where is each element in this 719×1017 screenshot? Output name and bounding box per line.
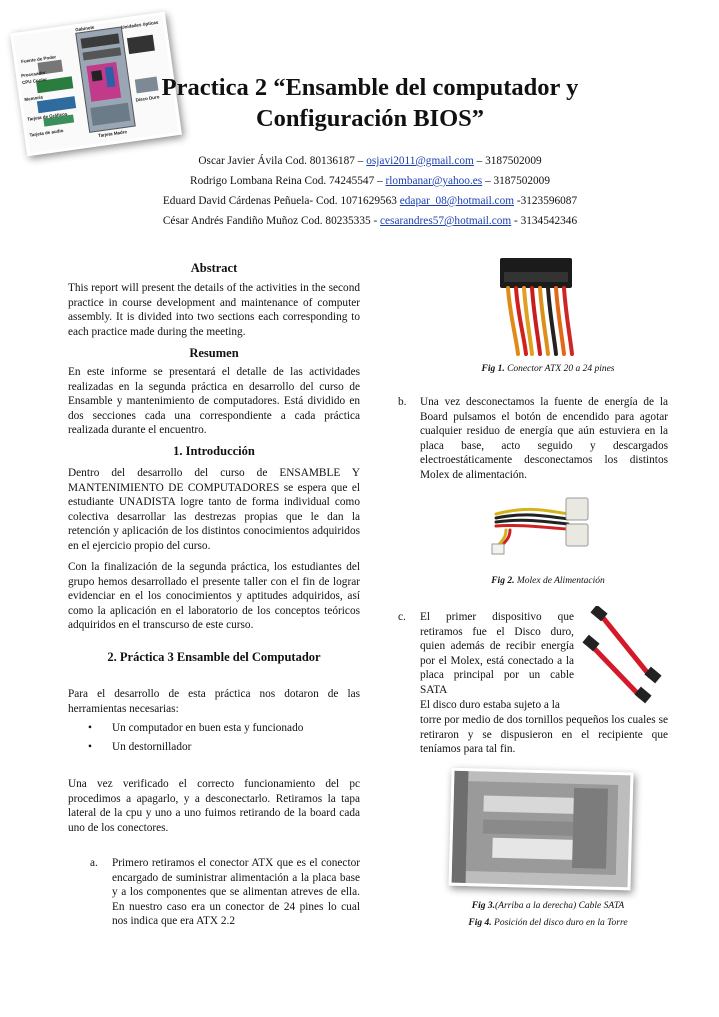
step-a: [90, 856, 360, 929]
cover-label: Unidades ópticas: [121, 19, 159, 30]
abstract-heading: Abstract: [190, 261, 238, 275]
bullet-icon: •: [88, 740, 92, 753]
cover-label: CPU Cooler: [21, 76, 48, 86]
molex-connector-illustration: [486, 484, 606, 559]
author-email-link[interactable]: rlombanar@yahoo.es: [385, 175, 483, 187]
intro-paragraph-2: Con la finalización de la segunda práctica, los estudiantes del grupo hemos desarrollado el presente taller con el fin de lograr evidenciar en el los conocimientos y aptitudes adquiridos, así como la aplicación en el laboratorio de los conceptos teóricos adquiridos en el transcurso de este curso.: [68, 561, 360, 632]
cover-label: Fuente de Poder: [20, 54, 57, 65]
cover-label: Procesador: [20, 69, 47, 79]
fig4-image: [448, 768, 633, 891]
disk-in-tower-photo: [452, 771, 631, 888]
cover-label: Tarjeta de audio: [29, 128, 64, 138]
author-email-link[interactable]: osjavi2011@gmail.com: [366, 155, 474, 167]
intro-paragraph-1: Dentro del desarrollo del curso de ENSAMBLE Y MANTENIMIENTO DE COMPUTADORES se espera que el estudiante UNADISTA logre tanto de forma individual como colectiva desarrollar las destrezas propias que le dan la retención y aplicación de los distintos conocimientos adquiridos en el ejercicio propio del curso.: [68, 467, 360, 552]
author-line: César Andrés Fandiño Muñoz Cod. 80235335 - cesarandres57@hotmail.com - 3134542346: [162, 215, 578, 227]
resumen-heading: Resumen: [189, 346, 239, 360]
section2-heading: 2. Práctica 3 Ensamble del Computador: [107, 650, 321, 664]
step-text: El primer dispositivo que retiramos fue el Disco duro, quien además de recibir energía por el Molex, está conectado a la placa principal por un cable SATA: [420, 611, 574, 696]
fig3-image: [580, 606, 672, 706]
step-text: Primero retiramos el conector ATX que es el conector encargado de suministrar alimentación a la placa base y a los componentes que se alimentan atreves de ella. En nuestro caso era un conector de 24 pines lo cual nos indica que era ATX 2.2: [112, 857, 360, 928]
step-text: Una vez desconectamos la fuente de energía de la Board pulsamos el botón de encendido para agotar cualquier residuo de energía que aún estuviera en la placa base, acto seguido y descargados electroestáticamente desconectamos los distintos Molex de alimentación.: [420, 396, 668, 481]
list-item: • Un computador en buen esta y funcionado: [68, 721, 360, 736]
list-item: • Un destornillador: [68, 740, 360, 755]
bullet-icon: •: [88, 722, 92, 734]
fig3-caption: Fig 3.(Arriba a la derecha) Cable SATA: [471, 901, 625, 911]
cover-label: Tarjeta de Gráficos: [26, 111, 68, 122]
author-line: Rodrigo Lombana Reina Cod. 74245547 – rlombanar@yahoo.es – 3187502009: [190, 175, 550, 187]
abstract-text: This report will present the details of the activities in the second practice in course development and maintenance of computer assembly. It is divided into two sections each corresponding to each practice made during the meeting.: [68, 282, 360, 338]
step-b: [398, 395, 668, 483]
cover-label: Disco Duro: [135, 94, 160, 103]
step-marker: a.: [90, 857, 98, 869]
section2-paragraph-2: Una vez verificado el correcto funcionamiento del pc procedimos a apagarlo, y a desconectarlo. Retiramos la tapa lateral de la cpu y uno a uno fuimos retirando de la board cada uno de los conectores.: [68, 778, 360, 834]
fig4-caption: Fig 4. Posición del disco duro en la Torre: [468, 918, 628, 928]
step-marker: b.: [398, 396, 407, 408]
author-email-link[interactable]: cesarandres57@hotmail.com: [380, 215, 512, 227]
step-marker: c.: [398, 611, 406, 623]
author-line: Eduard David Cárdenas Peñuela- Cod. 1071629563 edapar_08@hotmail.com -3123596087: [162, 195, 578, 207]
fig1-caption: Fig 1. Conector ATX 20 a 24 pines: [481, 364, 615, 374]
author-list: [90, 151, 650, 231]
tool-list: [68, 721, 360, 754]
fig2-caption: Fig 2. Molex de Alimentación: [491, 576, 605, 586]
cover-label: Tarjeta Madre: [97, 129, 128, 139]
fig2-image: [486, 484, 606, 559]
author-line: Oscar Javier Ávila Cod. 80136187 – osjavi2011@gmail.com – 3187502009: [198, 155, 542, 167]
section2-paragraph-1: Para el desarrollo de esta práctica nos dotaron de las herramientas necesarias:: [68, 688, 360, 715]
paper-title: Practica 2 “Ensamble del computador y Configuración BIOS”: [161, 74, 579, 132]
intro-heading: 1. Introducción: [173, 444, 255, 458]
cover-label: Memoria: [24, 94, 44, 103]
step-c-continued-1: El disco duro estaba sujeto a la: [420, 699, 560, 711]
step-c-continued-2: torre por medio de dos tornillos pequeños los cuales se retiraron y se dispusieron en el recipiente que teníamos para tal fin.: [420, 714, 668, 756]
atx-connector-illustration: [496, 256, 582, 356]
author-email-link[interactable]: edapar_08@hotmail.com: [399, 195, 515, 207]
fig1-image: [496, 256, 582, 356]
resumen-text: En este informe se presentará el detalle de las actividades realizadas en la segunda práctica en desarrollo del curso de Ensamble y mantenimiento de computadores. Está dividido en dos secciones cada una correspondiente a cada práctica realizada durante el encuentro.: [68, 366, 360, 437]
sata-cable-illustration: [580, 606, 672, 706]
step-c: [398, 610, 574, 698]
cover-label: Gabinete: [74, 24, 95, 33]
